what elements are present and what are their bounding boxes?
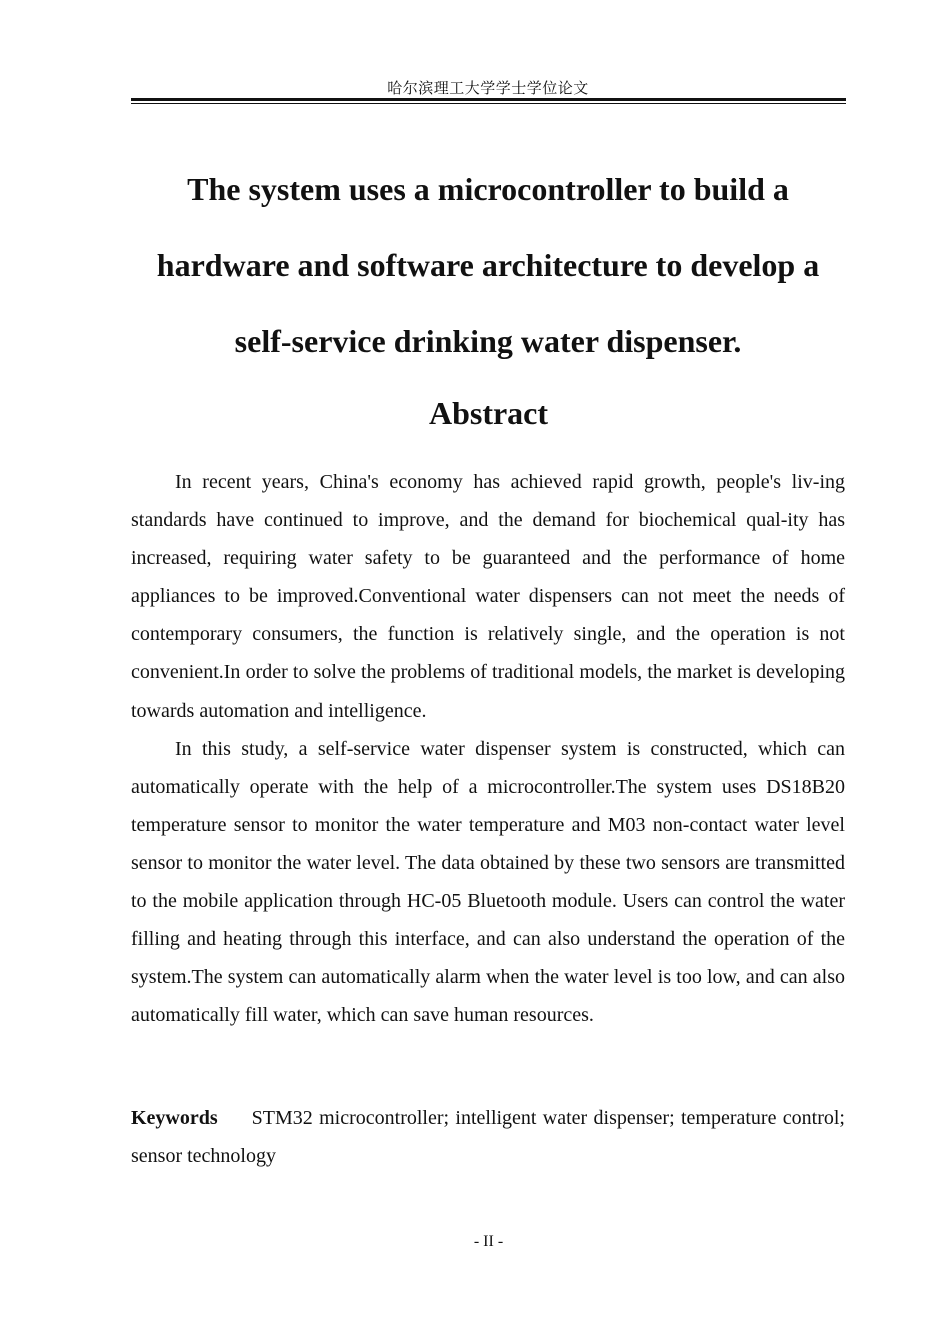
keywords-label: Keywords: [131, 1107, 218, 1129]
keywords-text: STM32 microcontroller; intelligent water dispenser; temperature control; sensor technology: [131, 1107, 845, 1167]
abstract-paragraph-2: In this study, a self-service water dispenser system is constructed, which can automatically operate with the help of a microcontroller.The system uses DS18B20 temperature sensor to monitor the water temperature and M03 non-contact water level sensor to monitor the water level. The data obtained by these two sensors are transmitted to the mobile application through HC-05 Bluetooth module. Users can control the water filling and heating through this interface, and can also understand the operation of the system.The system can automatically alarm when the water level is too low, and can also automatically fill water, which can save human resources.: [131, 737, 845, 1027]
abstract-heading: Abstract: [428, 395, 549, 431]
abstract-paragraph-1: In recent years, China's economy has achieved rapid growth, people's liv-ing standards have continued to improve, and the demand for biochemical qual-ity has increased, requiring water safety to be guaranteed and the performance of home appliances to be improved.Conventional water dispensers can not meet the needs of contemporary consumers, the function is relatively single, and the operation is not convenient.In order to solve the problems of traditional models, the market is developing towards automation and intelligence.: [131, 471, 845, 722]
header-rule-thin: [131, 103, 846, 104]
page-number: - II -: [473, 1233, 504, 1250]
keywords: [131, 1099, 845, 1175]
header-rule-thick: [131, 98, 846, 101]
title-line-3: self-service drinking water dispenser.: [234, 323, 742, 359]
paper-title: [120, 151, 856, 379]
title-line-1: The system uses a microcontroller to build a: [187, 171, 789, 207]
title-line-2: hardware and software architecture to develop a: [156, 247, 820, 283]
running-header: 哈尔滨理工大学学士学位论文: [387, 79, 589, 97]
abstract-body: [131, 463, 845, 1034]
